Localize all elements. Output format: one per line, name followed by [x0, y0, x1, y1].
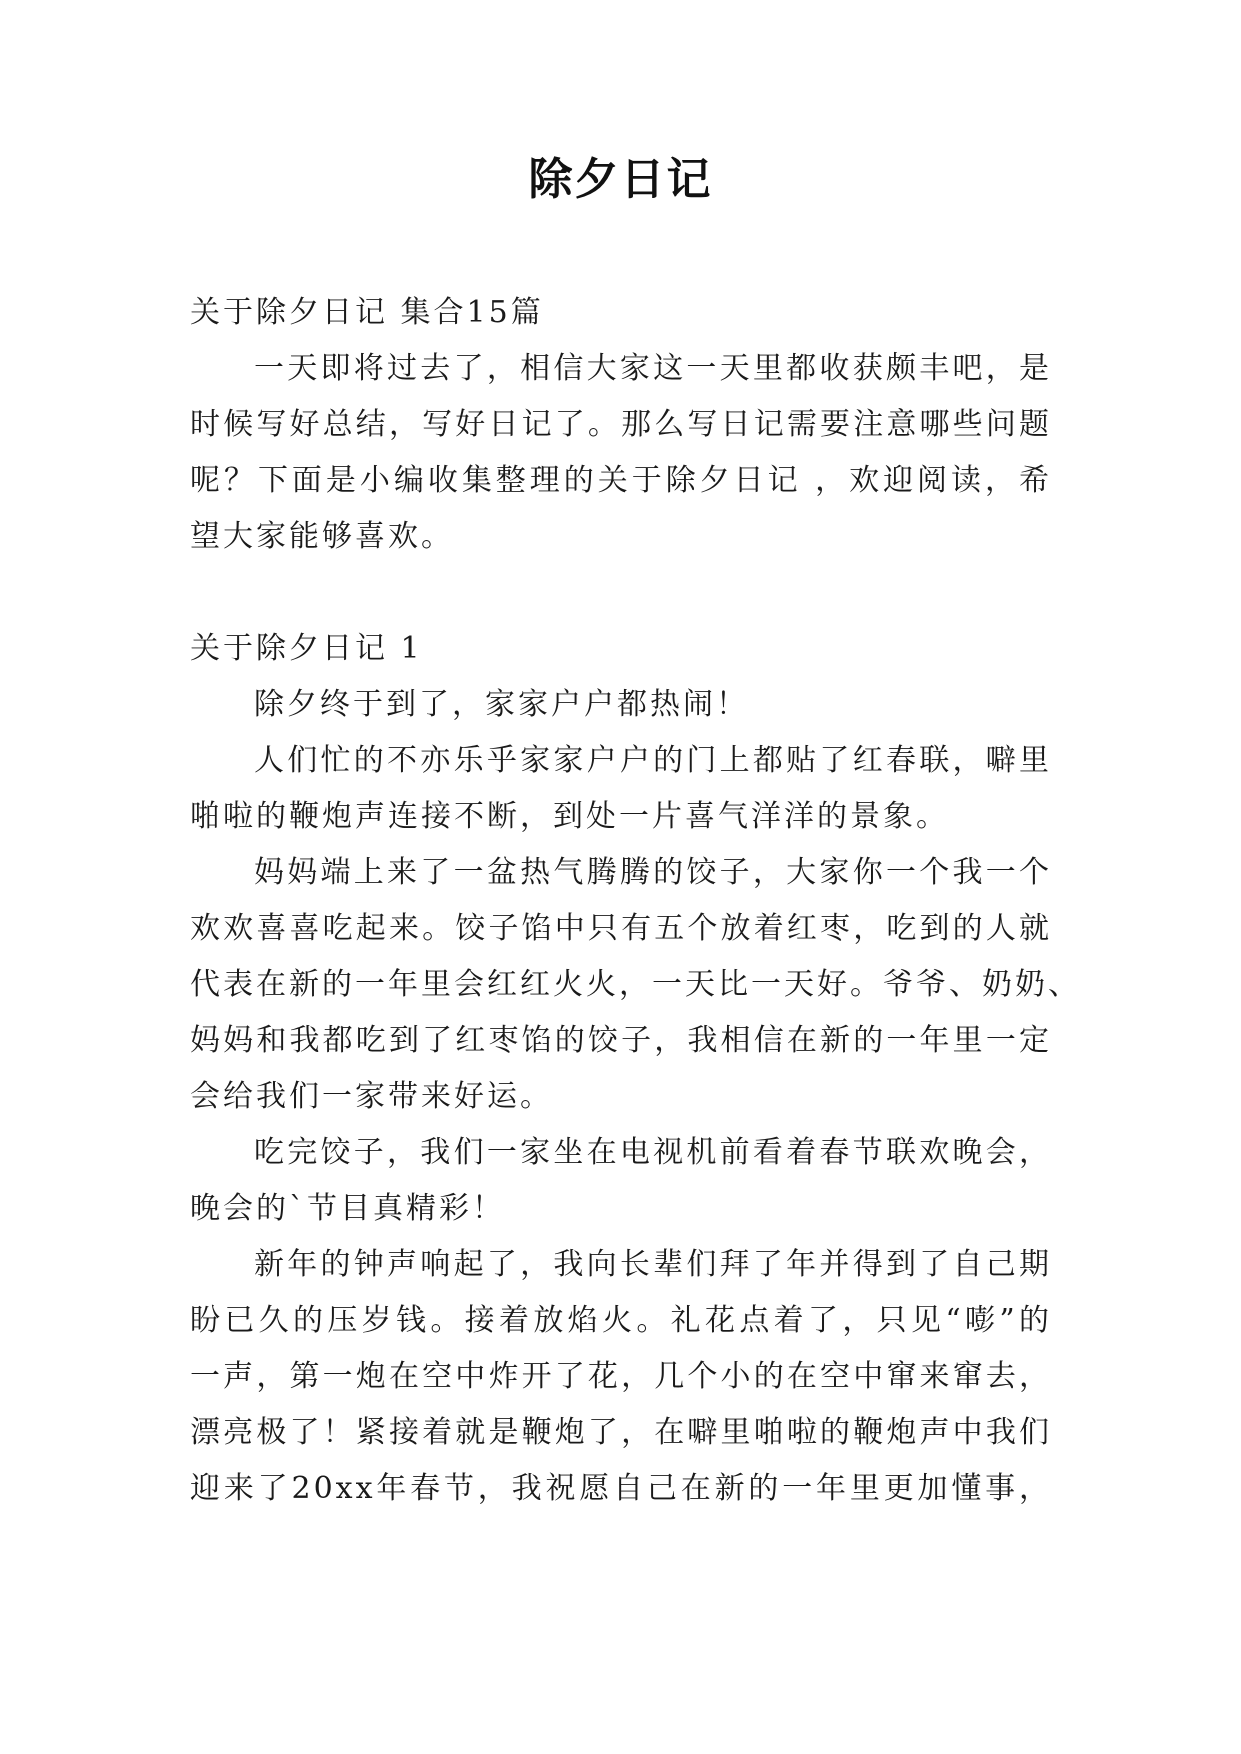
- intro-line: 望大家能够喜欢。: [190, 519, 454, 554]
- paragraph-line: 除夕终于到了，家家户户都热闹！: [254, 687, 749, 722]
- intro-line: 呢？下面是小编收集整理的关于除夕日记 ，欢迎阅读，希: [190, 463, 1052, 498]
- intro-paragraph: [190, 341, 1052, 565]
- document-title: 除夕日记: [528, 154, 713, 205]
- paragraph-5: [190, 1237, 1052, 1517]
- paragraph-3: [190, 845, 1081, 1125]
- paragraph-line: 吃完饺子，我们一家坐在电视机前看着春节联欢晚会，: [254, 1135, 1052, 1170]
- paragraph-line: 迎来了20xx年春节，我祝愿自己在新的一年里更加懂事，: [190, 1471, 1052, 1506]
- paragraph-line: 欢欢喜喜吃起来。饺子馅中只有五个放着红枣，吃到的人就: [190, 911, 1052, 946]
- paragraph-line: 人们忙的不亦乐乎家家户户的门上都贴了红春联，噼里: [254, 743, 1052, 778]
- paragraph-line: 代表在新的一年里会红红火火，一天比一天好。爷爷、奶奶、: [190, 967, 1081, 1002]
- collection-subtitle: 关于除夕日记 集合15篇: [190, 295, 544, 330]
- paragraph-2: [190, 733, 1052, 845]
- document-body: [190, 285, 1081, 1517]
- paragraph-line: 盼已久的压岁钱。接着放焰火。礼花点着了，只见“嘭”的: [190, 1303, 1052, 1338]
- section-gap: [190, 565, 1052, 621]
- paragraph-line: 会给我们一家带来好运。: [190, 1079, 553, 1114]
- paragraph-1: [190, 677, 1052, 733]
- section-heading: 关于除夕日记 1: [190, 631, 423, 666]
- paragraph-4: [190, 1125, 1052, 1237]
- paragraph-line: 晚会的`节目真精彩！: [190, 1191, 505, 1226]
- paragraph-line: 妈妈和我都吃到了红枣馅的饺子，我相信在新的一年里一定: [190, 1023, 1052, 1058]
- paragraph-line: 新年的钟声响起了，我向长辈们拜了年并得到了自己期: [254, 1247, 1052, 1282]
- paragraph-line: 漂亮极了！紧接着就是鞭炮了，在噼里啪啦的鞭炮声中我们: [190, 1415, 1052, 1450]
- intro-line: 时候写好总结，写好日记了。那么写日记需要注意哪些问题: [190, 407, 1052, 442]
- intro-line: 一天即将过去了，相信大家这一天里都收获颇丰吧，是: [254, 351, 1052, 386]
- paragraph-line: 一声，第一炮在空中炸开了花，几个小的在空中窜来窜去，: [190, 1359, 1052, 1394]
- paragraph-line: 啪啦的鞭炮声连接不断，到处一片喜气洋洋的景象。: [190, 799, 949, 834]
- paragraph-line: 妈妈端上来了一盆热气腾腾的饺子，大家你一个我一个: [254, 855, 1052, 890]
